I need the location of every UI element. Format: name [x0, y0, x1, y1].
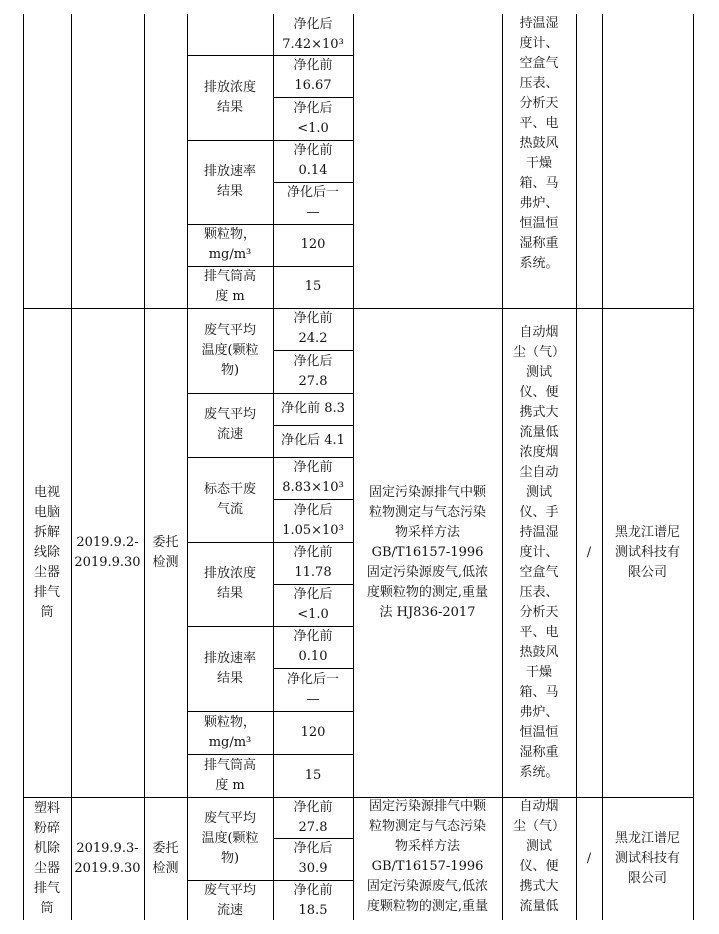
s3-slash: / [586, 850, 592, 866]
s2-height-value: 15 [304, 767, 322, 783]
s2-temp-post: 净化后 27.8 [293, 353, 333, 389]
s2-pm-value: 120 [300, 724, 326, 740]
grid-line [273, 838, 353, 839]
grid-line [273, 668, 353, 669]
s1-flow-post: 净化后 7.42×10³ [282, 16, 344, 52]
s3-source-name: 塑料 粉碎 机除 尘器 排气 筒 [33, 800, 60, 916]
s3-date: 2019.9.3- 2019.9.30 [74, 840, 141, 876]
s1-rate-label: 排放速率 结果 [203, 164, 256, 199]
s2-type: 委托 检测 [152, 534, 179, 570]
grid-line [502, 14, 503, 920]
s2-vel-label: 废气平均 流速 [203, 407, 256, 442]
s2-temp-pre: 净化前 24.2 [293, 311, 333, 346]
grid-line [187, 14, 188, 920]
s3-type: 委托 检测 [152, 840, 179, 876]
grid-line [273, 425, 353, 426]
s1-conc-post: 净化后 <1.0 [293, 100, 333, 136]
grid-line [187, 626, 353, 627]
s2-flow-pre: 净化前 8.83×10³ [282, 460, 344, 495]
s2-conc-post: 净化后 <1.0 [293, 587, 333, 622]
s1-conc-pre: 净化前 16.67 [293, 58, 333, 93]
grid-line [187, 542, 353, 543]
grid-line [273, 584, 353, 585]
grid-line [273, 499, 353, 500]
grid-line [71, 14, 72, 920]
s2-company: 黑龙江谱尼 测试科技有 限公司 [614, 524, 680, 580]
grid-line [187, 55, 353, 56]
s3-method: 固定污染源排气中颗 粒物测定与气态污染 物采样方法 GB/T16157-1996 固定污染源废气,低浓 度颗粒物的测定,重量 [366, 799, 489, 914]
s2-rate-post: 净化后一 — [286, 671, 339, 707]
s2-conc-label: 排放浓度 结果 [203, 566, 256, 601]
s1-pm-label: 颗粒物， mg/m³ [203, 227, 256, 262]
s2-vel-pre: 净化前 8.3 [281, 401, 345, 416]
grid-line [187, 457, 353, 458]
s2-slash: / [586, 544, 592, 560]
grid-line [273, 350, 353, 351]
grid-line [576, 14, 577, 920]
grid-line [187, 880, 353, 881]
s1-height-value: 15 [304, 279, 322, 294]
s2-flow-post: 净化后 1.05×10³ [282, 502, 344, 538]
s3-company: 黑龙江谱尼 测试科技有 限公司 [614, 830, 680, 886]
s3-temp-post: 净化后 30.9 [293, 841, 333, 876]
s1-height-label: 排气筒高 度 m [203, 269, 256, 304]
s1-conc-label: 排放浓度 结果 [203, 79, 256, 115]
grid-line [273, 14, 274, 920]
grid-line [23, 308, 694, 309]
grid-line [144, 14, 145, 920]
s2-temp-label: 废气平均 温度(颗粒 物) [201, 322, 259, 378]
s3-temp-label: 废气平均 温度(颗粒 物) [201, 810, 259, 866]
s3-vel-label: 废气平均 流速 [203, 883, 256, 918]
s1-rate-pre: 净化前 0.14 [293, 143, 333, 178]
s3-equipment: 自动烟 尘（气） 测试 仪、便 携式大 流量低 [512, 799, 565, 914]
s1-pm-value: 120 [300, 237, 326, 252]
grid-line [187, 224, 353, 225]
grid-line [23, 14, 24, 920]
s3-temp-pre: 净化前 27.8 [293, 799, 333, 835]
s2-date: 2019.9.2- 2019.9.30 [74, 534, 141, 570]
s2-method: 固定污染源排气中颗 粒物测定与气态污染 物采样方法 GB/T16157-1996 固定污染源废气,低浓 度颗粒物的测定,重量 法 HJ836-2017 [366, 484, 489, 620]
s3-vel-pre: 净化前 18.5 [293, 883, 333, 918]
s2-height-label: 排气筒高 度 m [203, 757, 256, 793]
s2-rate-label: 排放速率 结果 [203, 650, 256, 686]
grid-line [187, 393, 353, 394]
grid-line [273, 182, 353, 183]
s2-conc-pre: 净化前 11.78 [293, 545, 333, 580]
s2-source-name: 电视 电脑 拆解 线除 尘器 排气 筒 [33, 484, 60, 620]
grid-line [273, 97, 353, 98]
grid-line [187, 140, 353, 141]
s2-equipment: 自动烟 尘（气） 测试 仪、便 携式大 流量低 浓度烟 尘自动 测试 仪、手 持温湿 度计、 空盒气 压表、 分析天 平、电 热鼓风 干燥 箱、马 弗炉、 恒温恒 湿称重 系统。 [512, 324, 565, 780]
grid-line [693, 14, 694, 920]
s2-pm-label: 颗粒物， mg/m³ [203, 714, 256, 750]
grid-line [23, 797, 694, 798]
grid-line [187, 266, 353, 267]
grid-line [353, 14, 354, 920]
s1-rate-post: 净化后一 — [286, 185, 339, 220]
s2-vel-post: 净化后 4.1 [281, 433, 345, 448]
grid-line [187, 754, 353, 755]
grid-line [602, 14, 603, 920]
s2-flow-label: 标态干废 气流 [203, 481, 256, 517]
s1-equipment: 持温湿 度计、 空盒气 压表、 分析天 平、电 热鼓风 干燥 箱、马 弗炉、 恒温恒 湿称重 系统。 [519, 16, 559, 271]
s2-rate-pre: 净化前 0.10 [293, 629, 333, 664]
grid-line [187, 711, 353, 712]
